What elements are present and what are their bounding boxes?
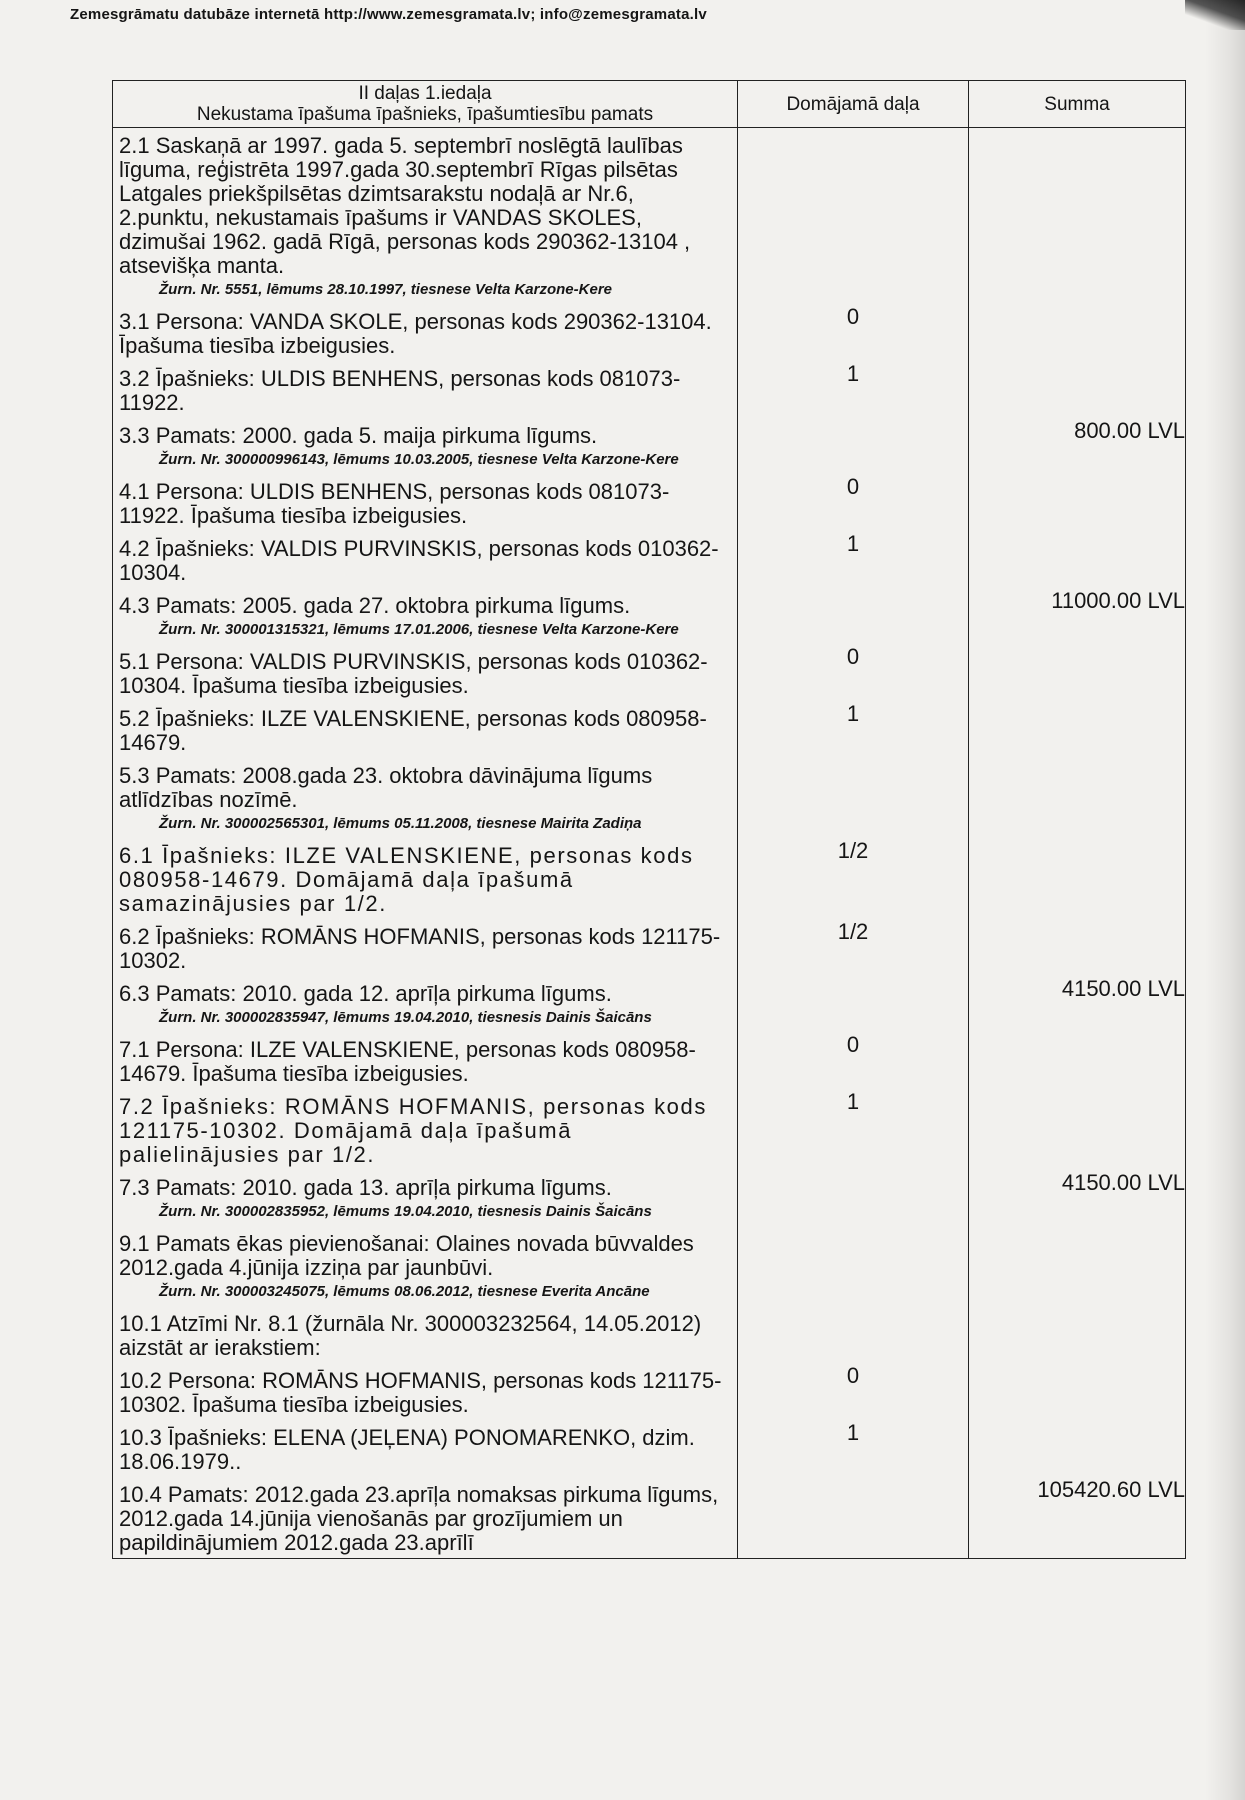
share-cell (738, 758, 969, 838)
journal-text: Žurn. Nr. 300002835952, lēmums 19.04.2010, tiesnesis Dainis Šaicāns (159, 1203, 652, 1220)
sum-cell: 105420.60 LVL (969, 1477, 1186, 1559)
table-row (113, 588, 1186, 644)
journal-reference (113, 281, 737, 304)
entry-text: 10.3 Īpašnieks: ELENA (JEĻENA) PONOMARENKO, dzim. 18.06.1979.. (119, 1425, 695, 1474)
table-row (113, 418, 1186, 474)
sum-cell (969, 919, 1186, 976)
journal-reference (113, 1009, 737, 1032)
entry-text: 3.3 Pamats: 2000. gada 5. maija pirkuma līgums. (119, 423, 598, 448)
entry-text: 7.1 Persona: ILZE VALENSKIENE, personas kods 080958-14679. Īpašuma tiesība izbeigusies. (119, 1037, 696, 1086)
share-cell (738, 588, 969, 644)
share-cell: 1 (738, 1089, 969, 1170)
entry-cell (113, 919, 738, 976)
sum-cell (969, 1420, 1186, 1477)
entry-text: 6.2 Īpašnieks: ROMĀNS HOFMANIS, personas kods 121175-10302. (119, 924, 721, 973)
journal-text: Žurn. Nr. 5551, lēmums 28.10.1997, tiesnese Velta Karzone-Kere (159, 281, 613, 298)
sum-cell (969, 1363, 1186, 1420)
table-row (113, 304, 1186, 361)
journal-text: Žurn. Nr. 300002835947, lēmums 19.04.2010, tiesnesis Dainis Šaicāns (159, 1009, 652, 1026)
journal-reference (113, 621, 737, 644)
share-cell: 0 (738, 304, 969, 361)
sum-cell: 4150.00 LVL (969, 976, 1186, 1032)
table-row (113, 1363, 1186, 1420)
entry-cell (113, 701, 738, 758)
entry-cell (113, 1032, 738, 1089)
share-cell: 1 (738, 1420, 969, 1477)
entry-text: 6.3 Pamats: 2010. gada 12. aprīļa pirkuma līgums. (119, 981, 612, 1006)
entry-text: 5.1 Persona: VALDIS PURVINSKIS, personas kods 010362-10304. Īpašuma tiesība izbeigusies. (119, 649, 708, 698)
share-cell: 0 (738, 644, 969, 701)
column-header-section: II daļas 1.iedaļa (358, 83, 492, 104)
table-row (113, 474, 1186, 531)
journal-text: Žurn. Nr. 300000996143, lēmums 10.03.2005, tiesnese Velta Karzone-Kere (159, 451, 679, 468)
entry-text: 10.4 Pamats: 2012.gada 23.aprīļa nomaksas pirkuma līgums, 2012.gada 14.jūnija vienošanās par grozījumiem un papildinājumiem 2012.gada 23.aprīlī (119, 1482, 719, 1555)
sum-cell (969, 304, 1186, 361)
entry-text: 5.3 Pamats: 2008.gada 23. oktobra dāvinājuma līgums atlīdzības nozīmē. (119, 763, 653, 812)
table-row (113, 1420, 1186, 1477)
sum-cell (969, 1089, 1186, 1170)
column-header-sum: Summa (969, 81, 1186, 128)
share-cell: 1/2 (738, 919, 969, 976)
entry-text: 10.2 Persona: ROMĀNS HOFMANIS, personas kods 121175-10302. Īpašuma tiesība izbeigusies. (119, 1368, 722, 1417)
entry-cell (113, 1089, 738, 1170)
journal-reference (113, 1283, 737, 1306)
table-row (113, 838, 1186, 919)
entry-text: 3.2 Īpašnieks: ULDIS BENHENS, personas kods 081073-11922. (119, 366, 681, 415)
page-header: Zemesgrāmatu datubāze internetā http://www.zemesgramata.lv; info@zemesgramata.lv (70, 6, 707, 23)
entry-text: 7.2 Īpašnieks: ROMĀNS HOFMANIS, personas kods 121175-10302. Domājamā daļa īpašumā palielinājusies par 1/2. (119, 1094, 707, 1167)
entry-cell (113, 474, 738, 531)
sum-cell: 11000.00 LVL (969, 588, 1186, 644)
table-row (113, 919, 1186, 976)
share-cell: 1 (738, 531, 969, 588)
sum-cell (969, 644, 1186, 701)
table-row (113, 1477, 1186, 1559)
share-cell (738, 1226, 969, 1306)
sum-cell (969, 838, 1186, 919)
column-header-owner (113, 81, 738, 128)
entry-cell (113, 588, 738, 644)
register-table (112, 80, 1186, 1559)
entry-cell (113, 1420, 738, 1477)
table-row (113, 758, 1186, 838)
entry-text: 2.1 Saskaņā ar 1997. gada 5. septembrī noslēgtā laulības līguma, reģistrēta 1997.gada 30.septembrī Rīgas pilsētas Latgales priekšpilsētas dzimtsarakstu nodaļā ar Nr.6, 2.punktu, nekustamais īpašums ir VANDAS SKOLES, dzimušai 1962. gadā Rīgā, personas kods 290362-13104 , atsevišķa manta. (119, 133, 691, 278)
journal-reference (113, 815, 737, 838)
entry-text: 9.1 Pamats ēkas pievienošanai: Olaines novada būvvaldes 2012.gada 4.jūnija izziņa par jaunbūvi. (119, 1231, 694, 1280)
table-row (113, 976, 1186, 1032)
entry-cell (113, 1306, 738, 1363)
table-row (113, 1032, 1186, 1089)
sum-cell (969, 1032, 1186, 1089)
table-row (113, 1306, 1186, 1363)
entry-text: 4.2 Īpašnieks: VALDIS PURVINSKIS, personas kods 010362-10304. (119, 536, 719, 585)
sum-cell (969, 531, 1186, 588)
share-cell (738, 1170, 969, 1226)
journal-reference (113, 1203, 737, 1226)
journal-text: Žurn. Nr. 300003245075, lēmums 08.06.2012, tiesnese Everita Ancāne (159, 1283, 650, 1300)
share-cell: 0 (738, 474, 969, 531)
journal-text: Žurn. Nr. 300001315321, lēmums 17.01.2006, tiesnese Velta Karzone-Kere (159, 621, 679, 638)
sum-cell (969, 1306, 1186, 1363)
share-cell (738, 1477, 969, 1559)
entry-text: 4.3 Pamats: 2005. gada 27. oktobra pirkuma līgums. (119, 593, 631, 618)
sum-cell (969, 474, 1186, 531)
journal-reference (113, 451, 737, 474)
table-row (113, 1170, 1186, 1226)
entry-text: 4.1 Persona: ULDIS BENHENS, personas kods 081073-11922. Īpašuma tiesība izbeigusies. (119, 479, 670, 528)
table-row (113, 701, 1186, 758)
journal-text: Žurn. Nr. 300002565301, lēmums 05.11.2008, tiesnese Mairita Zadiņa (159, 815, 642, 832)
entry-cell (113, 361, 738, 418)
share-cell (738, 418, 969, 474)
entry-cell (113, 304, 738, 361)
entry-text: 5.2 Īpašnieks: ILZE VALENSKIENE, personas kods 080958-14679. (119, 706, 707, 755)
share-cell: 1/2 (738, 838, 969, 919)
table-row (113, 128, 1186, 305)
table-row (113, 531, 1186, 588)
share-cell: 1 (738, 361, 969, 418)
sum-cell (969, 1226, 1186, 1306)
sum-cell (969, 128, 1186, 305)
entry-cell (113, 976, 738, 1032)
column-header-title: Nekustama īpašuma īpašnieks, īpašumtiesību pamats (196, 104, 654, 125)
table-header-row (113, 81, 1186, 128)
scan-edge-shadow (1205, 0, 1245, 1800)
entry-cell (113, 1363, 738, 1420)
entry-cell (113, 644, 738, 701)
entry-text: 6.1 Īpašnieks: ILZE VALENSKIENE, personas kods 080958-14679. Domājamā daļa īpašumā samazinājusies par 1/2. (119, 843, 694, 916)
sum-cell: 800.00 LVL (969, 418, 1186, 474)
entries-body (113, 128, 1186, 1559)
sum-cell: 4150.00 LVL (969, 1170, 1186, 1226)
entry-text: 10.1 Atzīmi Nr. 8.1 (žurnāla Nr. 300003232564, 14.05.2012) aizstāt ar ierakstiem: (119, 1311, 702, 1360)
share-cell: 0 (738, 1032, 969, 1089)
sum-cell (969, 701, 1186, 758)
share-cell (738, 976, 969, 1032)
entry-cell (113, 128, 738, 305)
entry-cell (113, 418, 738, 474)
sum-cell (969, 758, 1186, 838)
entry-cell (113, 531, 738, 588)
entry-text: 3.1 Persona: VANDA SKOLE, personas kods 290362-13104. Īpašuma tiesība izbeigusies. (119, 309, 712, 358)
entry-cell (113, 838, 738, 919)
sum-cell (969, 361, 1186, 418)
share-cell (738, 1306, 969, 1363)
share-cell (738, 128, 969, 305)
table-row (113, 644, 1186, 701)
share-cell: 0 (738, 1363, 969, 1420)
column-header-share: Domājamā daļa (738, 81, 969, 128)
share-cell: 1 (738, 701, 969, 758)
entry-text: 7.3 Pamats: 2010. gada 13. aprīļa pirkuma līgums. (119, 1175, 612, 1200)
entry-cell (113, 1226, 738, 1306)
table-row (113, 1089, 1186, 1170)
entry-cell (113, 1170, 738, 1226)
entry-cell (113, 1477, 738, 1559)
table-row (113, 361, 1186, 418)
table-row (113, 1226, 1186, 1306)
entry-cell (113, 758, 738, 838)
